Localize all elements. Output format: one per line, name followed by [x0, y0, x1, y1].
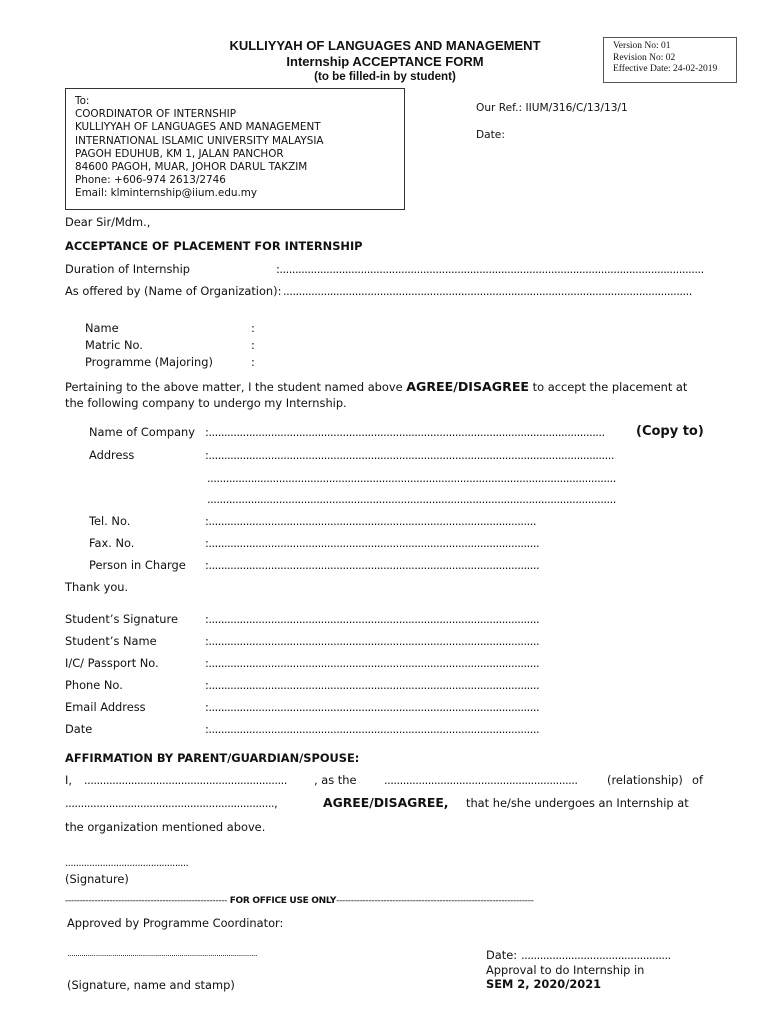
pertaining-text-end: to accept the placement at	[529, 380, 688, 394]
approval-date-label: Date:	[486, 948, 518, 962]
duration-label: Duration of Internship	[65, 262, 190, 276]
ic-passport-field[interactable]: :..........................................................................................................	[205, 656, 540, 670]
phone-label: Phone No.	[65, 678, 123, 692]
matric-colon: :	[251, 338, 255, 352]
form-title-line2: Internship ACCEPTANCE FORM	[286, 54, 484, 69]
address-field-1[interactable]: :..................................................................................................................................	[205, 448, 615, 462]
approval-date-field[interactable]: ................................................	[521, 948, 671, 962]
approval-text: Approval to do Internship in	[486, 963, 645, 977]
company-name-field[interactable]: :...............................................................................................................................	[205, 425, 605, 439]
relationship-label: (relationship)	[607, 773, 683, 787]
affirmation-title: AFFIRMATION BY PARENT/GUARDIAN/SPOUSE:	[65, 751, 360, 765]
email-label: Email Address	[65, 700, 146, 714]
affirmation-line3: the organization mentioned above.	[65, 820, 266, 834]
semester-label: SEM 2, 2020/2021	[486, 977, 602, 991]
duration-field[interactable]: :........................................................................................................................................	[276, 262, 704, 276]
fax-label: Fax. No.	[89, 536, 135, 550]
version-box	[603, 37, 737, 83]
our-reference: Our Ref.: IIUM/316/C/13/13/1	[476, 102, 628, 114]
address-line: PAGOH EDUHUB, KM 1, JALAN PANCHOR	[75, 147, 284, 160]
person-in-charge-label: Person in Charge	[89, 558, 186, 572]
person-in-charge-field[interactable]: :..........................................................................................................	[205, 558, 540, 572]
divider-dashes-right: -------------------------------------------------------------------	[336, 896, 534, 906]
revision-no: Revision No: 02	[613, 52, 676, 63]
ic-passport-label: I/C/ Passport No.	[65, 656, 159, 670]
address-line: 84600 PAGOH, MUAR, JOHOR DARUL TAKZIM	[75, 161, 308, 174]
thank-you: Thank you.	[65, 580, 129, 594]
programme-label: Programme (Majoring)	[85, 355, 213, 369]
address-field-2[interactable]: ...................................................................................................................................	[207, 471, 616, 485]
office-use-label: FOR OFFICE USE ONLY	[229, 896, 337, 906]
reference-date-label: Date:	[476, 129, 505, 141]
recipient-address-box	[65, 88, 405, 210]
approved-by-label: Approved by Programme Coordinator:	[67, 916, 284, 930]
divider-dashes-left: -------------------------------------------------------	[65, 896, 228, 906]
address-line: INTERNATIONAL ISLAMIC UNIVERSITY MALAYSIA	[75, 134, 324, 147]
fax-field[interactable]: :..........................................................................................................	[205, 536, 540, 550]
version-no: Version No: 01	[613, 41, 671, 51]
pertaining-text: Pertaining to the above matter, I the student named above	[65, 380, 407, 394]
affirmation-rest: that he/she undergoes an Internship at	[466, 796, 689, 810]
student-name-label: Student’s Name	[65, 634, 157, 648]
relationship-field[interactable]: ..............................................................	[384, 773, 578, 787]
address-line: Email: klminternship@iium.edu.my	[75, 187, 258, 200]
signature-name-stamp-label: (Signature, name and stamp)	[67, 978, 235, 992]
address-field-3[interactable]: ...................................................................................................................................	[207, 492, 616, 506]
copy-to-label: (Copy to)	[636, 424, 704, 439]
pertaining-line2: the following company to undergo my Internship.	[65, 396, 347, 410]
address-label: Address	[89, 448, 135, 462]
parent-signature-label: (Signature)	[65, 872, 129, 886]
parent-signature-field[interactable]: ..............................................	[65, 858, 189, 869]
student-signature-field[interactable]: :..........................................................................................................	[205, 612, 540, 626]
address-line: KULLIYYAH OF LANGUAGES AND MANAGEMENT	[75, 121, 321, 134]
student-name-field[interactable]: :..........................................................................................................	[205, 634, 540, 648]
coordinator-signature-field[interactable]: .............................................................................................	[67, 949, 257, 958]
programme-colon: :	[251, 355, 255, 369]
salutation: Dear Sir/Mdm.,	[65, 215, 151, 229]
date-field[interactable]: :..........................................................................................................	[205, 722, 540, 736]
student-signature-label: Student’s Signature	[65, 612, 178, 626]
affirmation-of: of	[692, 773, 703, 787]
affirmation-as-the: , as the	[314, 773, 357, 787]
organization-label: As offered by (Name of Organization):	[65, 284, 282, 298]
organization-field[interactable]: ...................................................................................................................................	[283, 284, 692, 298]
student-ref-field[interactable]: ...................................................................,	[65, 796, 278, 810]
address-line: COORDINATOR OF INTERNSHIP	[75, 108, 236, 121]
tel-label: Tel. No.	[89, 514, 131, 528]
date-label: Date	[65, 722, 93, 736]
parent-name-field[interactable]: .................................................................	[84, 773, 287, 787]
form-title-line1: KULLIYYAH OF LANGUAGES AND MANAGEMENT	[229, 38, 541, 53]
email-field[interactable]: :..........................................................................................................	[205, 700, 540, 714]
name-label: Name	[85, 321, 119, 335]
effective-date: Effective Date: 24-02-2019	[613, 64, 718, 74]
form-subtitle: (to be filled-in by student)	[314, 70, 456, 83]
company-name-label: Name of Company	[89, 425, 196, 439]
agree-disagree-choice[interactable]: AGREE/DISAGREE	[406, 379, 530, 394]
tel-field[interactable]: :.........................................................................................................	[205, 514, 537, 528]
affirmation-i: I,	[65, 773, 72, 787]
phone-field[interactable]: :..........................................................................................................	[205, 678, 540, 692]
section-acceptance-title: ACCEPTANCE OF PLACEMENT FOR INTERNSHIP	[65, 239, 363, 253]
address-line: Phone: +606-974 2613/2746	[75, 174, 226, 187]
office-use-divider	[65, 896, 534, 906]
matric-label: Matric No.	[85, 338, 143, 352]
address-line: To:	[75, 95, 90, 107]
name-colon: :	[251, 321, 255, 335]
pertaining-line1	[65, 379, 687, 394]
parent-agree-disagree-choice[interactable]: AGREE/DISAGREE,	[323, 795, 449, 810]
